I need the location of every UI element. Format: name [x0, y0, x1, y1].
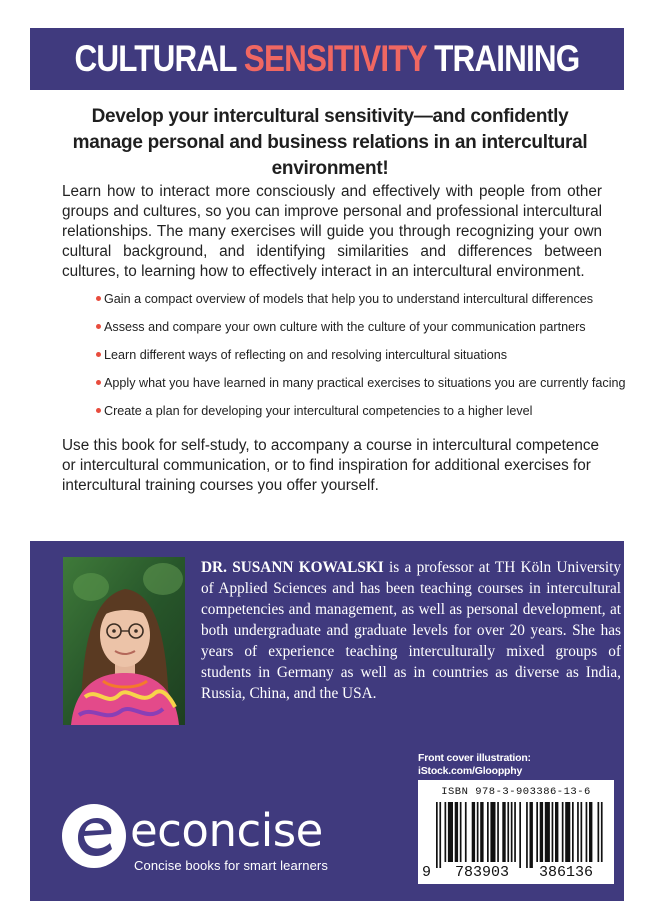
barcode-bar: [507, 802, 509, 862]
feature-item: [104, 402, 624, 430]
econcise-e-icon: [58, 800, 130, 872]
barcode-bar: [540, 802, 543, 862]
barcode-bar: [497, 802, 499, 862]
credit-line-2: iStock.com/Gloopphy: [418, 765, 523, 777]
barcode-bar: [455, 802, 458, 862]
barcode-bar: [445, 802, 447, 862]
barcode-bar: [572, 802, 574, 862]
barcode-bar: [514, 802, 516, 862]
bullet-dot-icon: [96, 296, 101, 301]
barcode-bar: [552, 802, 554, 862]
title-highlight: SENSITIVITY: [243, 38, 427, 79]
author-bio-text: is a professor at TH Köln University of Applied Sciences and has been teaching courses in intercultural competencies and management, as well as personal development, at both undergraduate and graduate levels for over 20 years. She has years of experience teaching interculturally mixed groups of students in Germany as well as in countries as diverse as India, Russia, China, and the USA.: [201, 559, 621, 702]
publisher-logo: [58, 800, 358, 880]
ean-first-digit: 9: [422, 864, 432, 881]
barcode-bar: [477, 802, 479, 862]
title-banner: [30, 28, 624, 90]
barcode-bar: [490, 802, 495, 862]
feature-text: Apply what you have learned in many practical exercises to situations you are currently facing: [104, 376, 626, 390]
ean-left-group: 783903: [454, 864, 509, 881]
feature-text: Learn different ways of reflecting on and resolving intercultural situations: [104, 348, 507, 362]
feature-text: Gain a compact overview of models that help you to understand intercultural differences: [104, 292, 594, 306]
feature-item: [104, 374, 624, 402]
book-title: [75, 38, 580, 80]
bullet-dot-icon: [96, 380, 101, 385]
barcode-bar: [480, 802, 483, 862]
barcode-bar: [472, 802, 475, 862]
barcode-bar: [601, 802, 603, 862]
barcode-bar: [511, 802, 513, 862]
barcode-bar: [565, 802, 570, 862]
isbn-label: ISBN 978-3-903386-13-6: [441, 786, 591, 798]
barcode-bar: [589, 802, 592, 862]
feature-list: [104, 290, 624, 430]
author-photo: [63, 557, 185, 725]
bullet-dot-icon: [96, 352, 101, 357]
barcode-bar: [577, 802, 579, 862]
barcode-bar: [436, 802, 438, 868]
usage-paragraph: Use this book for self-study, to accompany a course in intercultural competence or intercultural communication, or to find inspiration for additional exercises for intercultural training courses you offer yourself.: [62, 437, 600, 494]
barcode-bar: [598, 802, 600, 862]
author-name: DR. SUSANN KOWALSKI: [201, 559, 384, 576]
barcode-bar: [530, 802, 533, 868]
feature-text: Assess and compare your own culture with the culture of your communication partners: [104, 320, 586, 334]
barcode-bar: [581, 802, 583, 862]
barcode-bar: [487, 802, 489, 862]
barcode-bar: [448, 802, 453, 862]
author-bio: [201, 557, 621, 704]
feature-item: [104, 346, 624, 374]
intro-paragraph: Learn how to interact more consciously and effectively with people from other groups and cultures, so you can improve personal and professional intercultural relationships. The many exercises will guide you through recognizing your own cultural background, and identifying similarities and differences between cultures, to learning how to effectively interact in an intercultural environment.: [62, 183, 602, 280]
isbn-barcode: [418, 780, 614, 884]
title-part-1: CULTURAL: [74, 38, 244, 79]
feature-text: Create a plan for developing your intercultural competencies to a higher level: [104, 404, 533, 418]
barcode-bar: [536, 802, 538, 862]
bullet-dot-icon: [96, 324, 101, 329]
feature-item: [104, 318, 624, 346]
barcode-bar: [519, 802, 521, 868]
title-part-2: TRAINING: [426, 38, 580, 79]
barcode-bar: [526, 802, 528, 868]
cover-credit: [418, 752, 618, 778]
barcode-bar: [465, 802, 467, 862]
barcode-bar: [439, 802, 441, 868]
author-portrait-image: [63, 557, 185, 725]
barcode-bar: [555, 802, 558, 862]
feature-item: [104, 290, 624, 318]
barcode-bar: [545, 802, 550, 862]
publisher-name: econcise: [130, 804, 323, 857]
barcode-bar: [502, 802, 505, 862]
ean-right-group: 386136: [538, 864, 593, 881]
barcode-bar: [562, 802, 564, 862]
bullet-dot-icon: [96, 408, 101, 413]
barcode-bar: [460, 802, 462, 862]
credit-line-1: Front cover illustration:: [418, 752, 531, 764]
publisher-tagline: Concise books for smart learners: [134, 858, 328, 873]
barcode-bar: [586, 802, 588, 862]
tagline: Develop your intercultural sensitivity—and confidently manage personal and business relations in an intercultural environment!: [72, 106, 588, 179]
